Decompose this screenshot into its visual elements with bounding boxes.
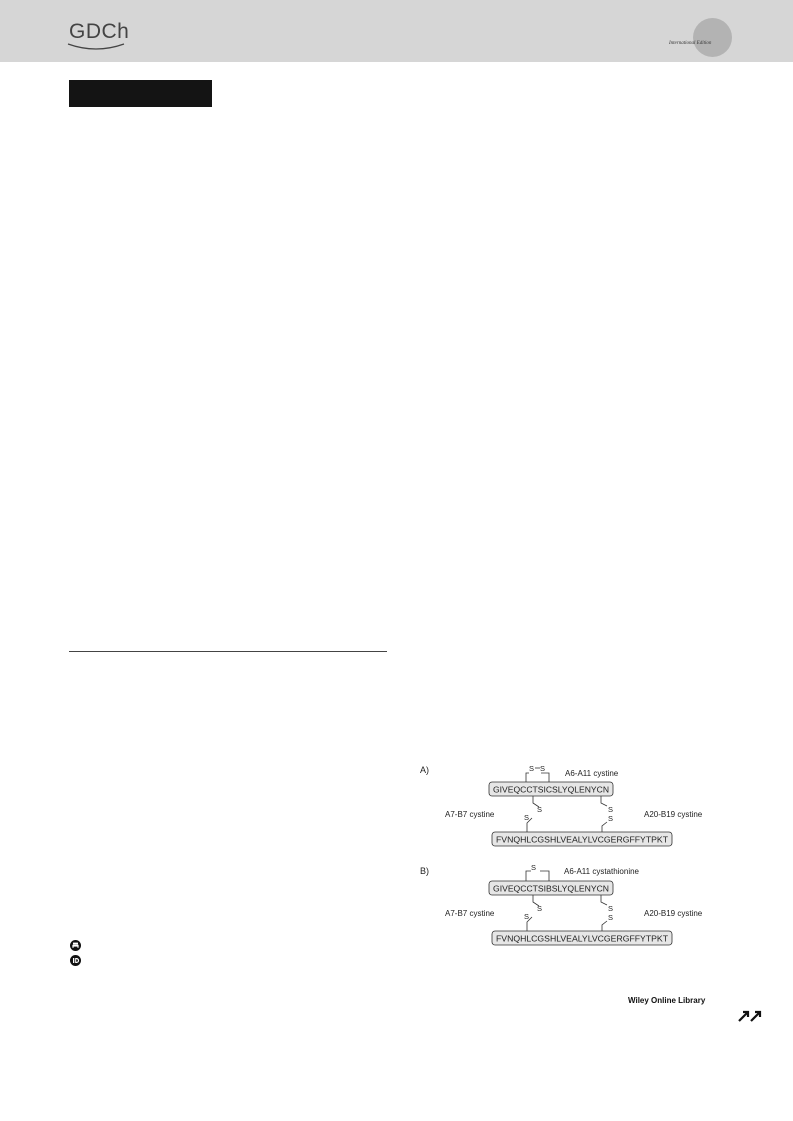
panel-b-right-label: A20-B19 cystine xyxy=(644,909,703,918)
panel-a-sulfur: S xyxy=(608,814,614,823)
panel-b-intra-bridge xyxy=(526,871,549,881)
panel-b-b-chain-sequence: FVNQHLCGSHLVEALYLVCGERGFFYTPKT xyxy=(496,933,669,944)
panel-a-b-chain-sequence: FVNQHLCGSHLVEALYLVCGERGFFYTPKT xyxy=(496,834,669,845)
panel-b-sulfur: S xyxy=(608,913,614,922)
panel-a-sulfur: S xyxy=(537,805,543,814)
panel-a-sulfur: S xyxy=(608,805,614,814)
panel-a-right-label: A20-B19 cystine xyxy=(644,810,703,819)
panel-b-sulfur: S xyxy=(608,904,614,913)
panel-a-sulfur: S xyxy=(529,764,535,773)
panel-a-left-label: A7-B7 cystine xyxy=(445,810,495,819)
panel-a-intra-bridge xyxy=(526,773,549,782)
double-arrow-icon xyxy=(738,1010,764,1022)
gdch-logo: GDCh xyxy=(69,20,130,43)
panel-b-label: B) xyxy=(420,866,429,876)
edition-label: International Edition xyxy=(669,41,712,46)
panel-b-a-chain-sequence: GIVEQCCTSIBSLYQLENYCN xyxy=(493,883,609,894)
panel-a-sulfur: S xyxy=(524,813,530,822)
panel-b-intra-label: A6-A11 cystathionine xyxy=(564,867,640,876)
panel-b-sulfur: S xyxy=(531,863,537,872)
panel-b-left-label: A7-B7 cystine xyxy=(445,909,495,918)
panel-a-sulfur: S xyxy=(540,764,546,773)
panel-a-label: A) xyxy=(420,765,429,775)
panel-b-right-bridge xyxy=(601,895,607,931)
panel-b-sulfur: S xyxy=(537,904,543,913)
panel-b-sulfur: S xyxy=(524,912,530,921)
panel-a-intra-label: A6-A11 cystine xyxy=(565,769,619,778)
wiley-online-library-label: Wiley Online Library xyxy=(628,996,706,1005)
panel-a-right-bridge xyxy=(601,796,607,832)
panel-a-a-chain-sequence: GIVEQCCTSICSLYQLENYCN xyxy=(493,784,609,795)
